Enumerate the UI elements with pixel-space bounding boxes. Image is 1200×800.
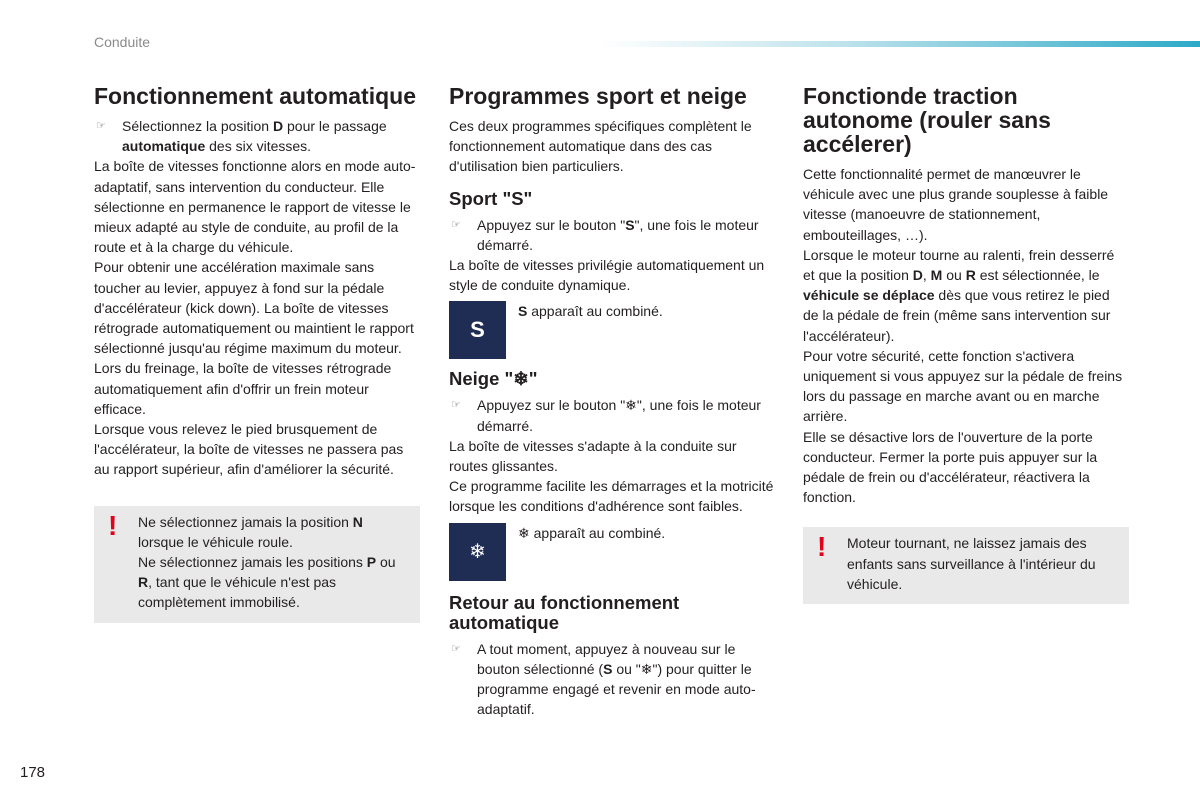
paragraph: Lors du freinage, la boîte de vitesses rétrograde automatiquement afin d'offrir un frein moteur efficace. [94, 360, 392, 417]
snow-display-row [449, 523, 775, 581]
heading-automatic-mode: Fonctionnement automatique [94, 83, 416, 109]
paragraph: La boîte de vitesses s'adapte à la conduite sur routes glissantes. [449, 437, 737, 475]
column-sport-snow [449, 84, 775, 719]
header-accent-bar [600, 41, 1200, 47]
heading-sport: Sport "S" [449, 187, 533, 209]
sport-display-row [449, 301, 775, 359]
paragraph: Pour obtenir une accélération maximale sans toucher au levier, appuyez à fond sur la pédale d'accélérateur (kick down). La boîte de vitesses rétrograde automatiquement ou maintient le rapport sélectionné jusqu'au régime maximum du moteur. [94, 259, 414, 357]
warning-icon: ! [817, 531, 827, 563]
page-number: 178 [20, 764, 46, 781]
pointer-icon: ☞ [451, 642, 461, 655]
paragraph: Pour votre sécurité, cette fonction s'activera uniquement si vous appuyez sur la pédale de freins lors du passage en marche avant ou en marche arrière. [803, 347, 1123, 425]
paragraph: Cette fonctionnalité permet de manœuvrer le véhicule avec une plus grande souplesse à faible vitesse (manoeuvre de stationnement, embouteillages, …). [803, 166, 1109, 243]
paragraph: Ce programme facilite les démarrages et la motricité lorsque les conditions d'adhérence sont faibles. [449, 478, 774, 515]
instruction-press-snow: ☞ Appuyez sur le bouton "❄", une fois le moteur démarré. [451, 397, 761, 434]
heading-creep-function: Fonctionde traction autonome (rouler sans accélerer) [803, 83, 1051, 157]
warning-box-children [803, 527, 1129, 604]
warning-icon: ! [108, 509, 118, 541]
column-automatic-mode [94, 84, 420, 623]
paragraph: La boîte de vitesses fonctionne alors en mode auto-adaptatif, sans intervention du conducteur. Elle sélectionne en permanence le rapport de vitesse le mieux adapté au style de conduite, au profil de la route et à la charge du véhicule. [94, 158, 416, 256]
warning-text-p-r: Ne sélectionnez jamais les positions P ou R, tant que le véhicule n'est pas complètement immobilisé. [138, 554, 396, 611]
paragraph: Lorsque le moteur tourne au ralenti, frein desserré et que la position D, M ou R est sélectionnée, le véhicule se déplace dès que vous retirez le pied de la pédale de frein (même sans intervention sur l'accélérateur). [803, 246, 1115, 344]
paragraph: Lorsque vous relevez le pied brusquement de l'accélérateur, la boîte de vitesses ne passera pas au rapport supérieur, afin d'améliorer la sécurité. [94, 421, 404, 478]
column-creep-function [803, 84, 1129, 604]
pointer-icon: ☞ [451, 218, 461, 231]
pointer-icon: ☞ [96, 120, 106, 132]
section-header: Conduite [94, 34, 151, 50]
sport-display-text: S apparaît au combiné. [518, 303, 663, 320]
heading-sport-snow: Programmes sport et neige [449, 83, 747, 109]
snow-display-text: ❄ apparaît au combiné. [518, 524, 666, 541]
instruction-press-s: ☞ Appuyez sur le bouton "S", une fois le moteur démarré. [451, 216, 759, 253]
warning-box-gear-selection [94, 506, 420, 623]
snowflake-indicator-icon: ❄ [449, 523, 506, 581]
heading-return-automatic: Retour au fonctionnement automatique [449, 591, 680, 633]
warning-text-n: Ne sélectionnez jamais la position N lorsque le véhicule roule. [138, 513, 363, 550]
paragraph: Elle se désactive lors de l'ouverture de la porte conducteur. Fermer la porte puis appuyer sur la pédale de frein ou d'accélérateur, réactivera la fonction. [803, 428, 1098, 506]
instruction-select-d: ☞ Sélectionnez la position D pour le passage automatique des six vitesses. [96, 118, 387, 155]
heading-snow: Neige "❄" [449, 368, 538, 390]
paragraph: La boîte de vitesses privilégie automatiquement un style de conduite dynamique. [449, 257, 765, 294]
instruction-return: ☞ A tout moment, appuyez à nouveau sur le bouton sélectionné (S ou "❄") pour quitter le programme engagé et revenir en mode auto-adaptatif. [451, 640, 756, 718]
intro-paragraph: Ces deux programmes spécifiques complètent le fonctionnement automatique dans des cas d'utilisation bien particuliers. [449, 118, 752, 175]
warning-text-children: Moteur tournant, ne laissez jamais des enfants sans surveillance à l'intérieur du véhicule. [847, 535, 1096, 592]
pointer-icon: ☞ [451, 399, 461, 412]
sport-indicator-icon: S [449, 301, 506, 359]
